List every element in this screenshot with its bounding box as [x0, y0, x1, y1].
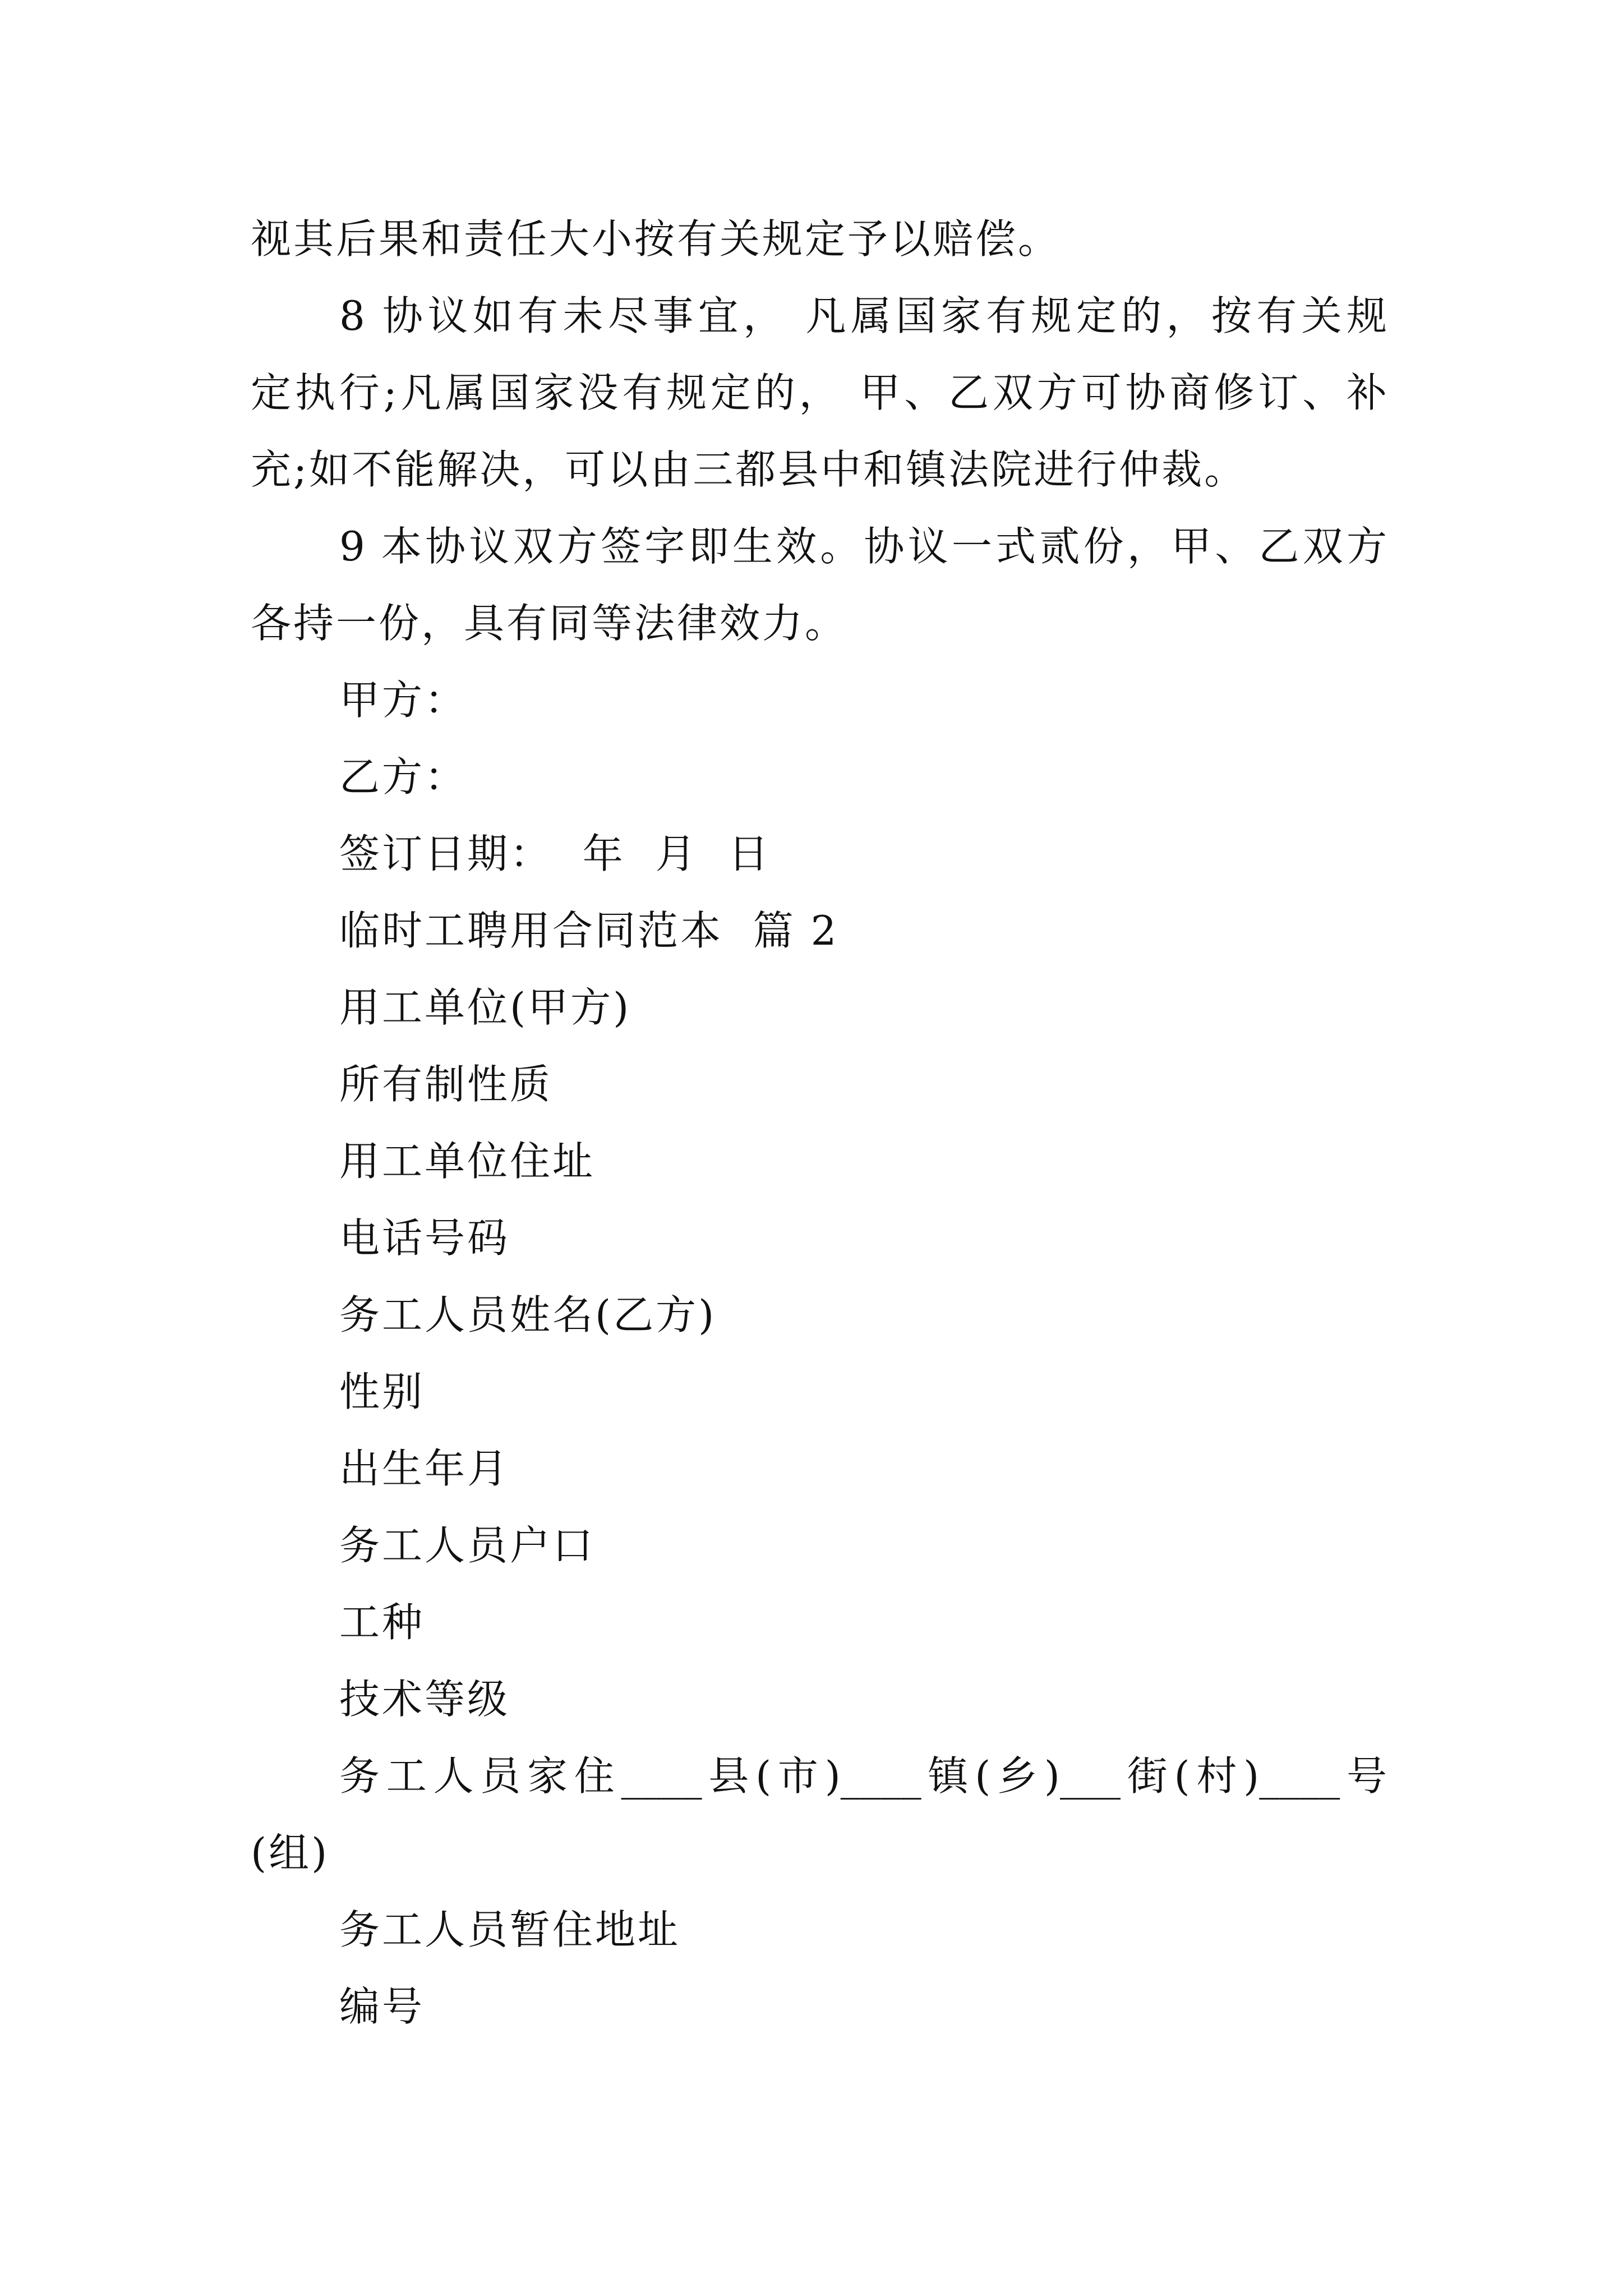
field-home-address-line-1: 务工人员家住____县(市)____镇(乡)___街(村)____号	[339, 1752, 1387, 1800]
field-temporary-address: 务工人员暂住地址	[339, 1906, 681, 1953]
field-worker-hukou: 务工人员户口	[339, 1522, 596, 1569]
clause-8	[251, 278, 1387, 508]
clause-8-line-3: 充;如不能解决，可以由三都县中和镇法院进行仲裁。	[251, 446, 1247, 493]
field-employer: 用工单位(甲方)	[339, 984, 631, 1031]
clause-9-line-2: 各持一份，具有同等法律效力。	[251, 600, 848, 647]
field-home-address-line-2: (组)	[251, 1829, 330, 1876]
field-employer-address: 用工单位住址	[339, 1138, 596, 1185]
contract-fields	[251, 969, 1387, 2045]
field-skill-level: 技术等级	[339, 1676, 510, 1723]
clause-8-line-2: 定执行;凡属国家没有规定的， 甲、乙双方可协商修订、补	[251, 369, 1387, 416]
clause-8-line-1: 8 协议如有未尽事宜， 凡属国家有规定的，按有关规	[339, 292, 1387, 339]
signing-date-label: 签订日期： 年 月 日	[339, 830, 771, 877]
field-birth-date: 出生年月	[339, 1445, 510, 1492]
clause-9	[251, 508, 1387, 662]
field-serial-number: 编号	[339, 1983, 425, 2030]
party-a-label: 甲方：	[339, 677, 468, 724]
field-ownership-type: 所有制性质	[339, 1061, 553, 1108]
field-job-type: 工种	[339, 1599, 425, 1646]
signature-block	[251, 662, 1387, 892]
party-b-label: 乙方：	[339, 753, 468, 800]
continuation-line: 视其后果和责任大小按有关规定予以赔偿。	[251, 215, 1061, 263]
clause-9-line-1: 9 本协议双方签字即生效。协议一式贰份，甲、乙双方	[339, 523, 1387, 570]
document-body	[251, 201, 1387, 2045]
field-worker-name: 务工人员姓名(乙方)	[339, 1291, 717, 1338]
field-phone-number: 电话号码	[339, 1214, 510, 1262]
field-gender: 性别	[339, 1368, 425, 1415]
section-heading: 临时工聘用合同范本 篇 2	[339, 907, 839, 954]
